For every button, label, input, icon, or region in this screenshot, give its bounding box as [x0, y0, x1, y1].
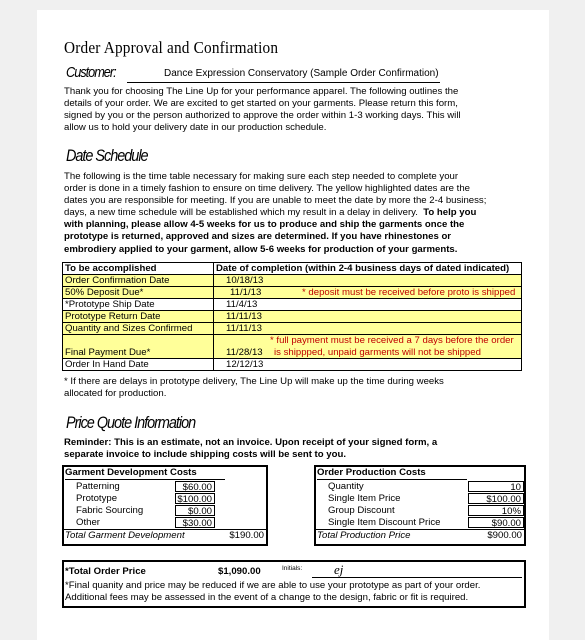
date-schedule-heading: Date Schedule: [66, 146, 148, 165]
reminder-line: separate invoice to include shipping costs will be sent to you.: [64, 449, 347, 461]
order-prod-row: [316, 505, 524, 517]
schedule-bold-text: embrodiery applied to your garment, allow 5-6 weeks for production of your garments.: [64, 243, 458, 255]
schedule-date-cell: [214, 287, 522, 299]
total-order-box: [62, 560, 526, 608]
order-prod-row: [316, 481, 524, 493]
total-note: Additional fees may be assessed in the event of a change to the design, fabric or fit is required.: [65, 592, 469, 603]
schedule-line: dates you are responsible for meeting. If you are unable to meet the date by more the 2-4 business;: [64, 195, 487, 207]
garment-dev-header-row: [64, 467, 266, 479]
schedule-task: *Prototype Ship Date: [63, 299, 214, 311]
price-quote-heading: Price Quote Information: [66, 413, 196, 432]
initials-line: [312, 577, 522, 578]
intro-paragraph: [64, 86, 524, 134]
customer-underline: [127, 82, 440, 83]
garment-dev-value: $100.00: [175, 493, 215, 504]
order-prod-value: $90.00: [468, 517, 524, 528]
garment-dev-value: $60.00: [175, 481, 215, 492]
order-prod-label: Single Item Price: [328, 493, 401, 504]
footnote-line: allocated for production.: [64, 388, 167, 400]
schedule-date: 11/28/13: [226, 346, 263, 358]
schedule-task: Quantity and Sizes Confirmed: [63, 323, 214, 335]
schedule-row: [63, 275, 522, 287]
garment-dev-label: Fabric Sourcing: [76, 505, 144, 516]
order-prod-value: 10: [468, 481, 524, 492]
order-prod-total-row: [316, 529, 524, 542]
schedule-row: [63, 287, 522, 299]
customer-label: Customer:: [66, 64, 116, 81]
schedule-date: 11/11/13: [214, 311, 522, 323]
intro-line: signed by you or the person authorized to approve the order within 1-3 working days. This will: [64, 110, 461, 122]
total-note-row: [64, 580, 524, 592]
garment-dev-total-value: $190.00: [229, 530, 264, 541]
order-prod-value: 10%: [468, 505, 524, 516]
reminder-line: Reminder: This is an estimate, not an invoice. Upon receipt of your signed form, a: [64, 437, 438, 448]
schedule-line: The following is the time table necessary for making sure each step needed to complete your: [64, 171, 459, 182]
garment-dev-value: $30.00: [175, 517, 215, 528]
schedule-bold-line: [64, 231, 524, 243]
schedule-row: [63, 323, 522, 335]
garment-dev-header: Garment Development Costs: [65, 467, 225, 480]
order-prod-row: [316, 517, 524, 529]
garment-dev-row: [64, 481, 266, 493]
garment-dev-label: Other: [76, 517, 100, 528]
garment-dev-total-row: [64, 529, 266, 542]
total-order-row: [64, 562, 524, 578]
garment-dev-value: $0.00: [175, 505, 215, 516]
schedule-date-cell: [214, 335, 522, 359]
order-prod-total-label: Total Production Price: [317, 530, 411, 541]
order-prod-value: $100.00: [468, 493, 524, 504]
schedule-date: 11/11/13: [214, 323, 522, 335]
garment-development-box: [62, 465, 268, 546]
schedule-line: order is done in a timely fashion to ensure on time delivery. The yellow highlighted dates are the: [64, 183, 471, 195]
schedule-bold-tail: To help you: [423, 207, 477, 219]
intro-line: details of your order. We are excited to get started on your garments. Please return this form,: [64, 98, 458, 110]
schedule-row: [63, 299, 522, 311]
schedule-footnote: [64, 376, 524, 400]
schedule-task: Order Confirmation Date: [63, 275, 214, 287]
total-order-value: $1,090.00: [218, 566, 261, 577]
schedule-task: Order In Hand Date: [63, 359, 214, 371]
schedule-task: 50% Deposit Due*: [63, 287, 214, 299]
total-note: *Final quanity and price may be reduced if we are able to use your prototype as part of your order.: [65, 580, 481, 591]
schedule-date: 10/18/13: [214, 275, 522, 287]
customer-name: Dance Expression Conservatory (Sample Order Confirmation): [164, 68, 439, 79]
garment-dev-row: [64, 517, 266, 529]
total-order-label: *Total Order Price: [65, 566, 146, 577]
order-prod-header: Order Production Costs: [317, 467, 467, 480]
garment-dev-row: [64, 505, 266, 517]
initials-label: Initials:: [282, 565, 303, 572]
schedule-row: [63, 335, 522, 359]
schedule-note: is shippped, unpaid garments will not be shipped: [274, 346, 481, 358]
order-prod-label: Single Item Discount Price: [328, 517, 441, 528]
schedule-task: Final Payment Due*: [63, 335, 214, 359]
order-prod-row: [316, 493, 524, 505]
schedule-header-date: Date of completion (within 2-4 business days of dated indicated): [214, 263, 522, 275]
garment-dev-total-label: Total Garment Development: [65, 530, 185, 541]
date-schedule-paragraph: [64, 171, 524, 256]
garment-dev-label: Patterning: [76, 481, 120, 492]
intro-line: Thank you for choosing The Line Up for your performance apparel. The following outlines the: [64, 86, 459, 97]
schedule-bold-line: [64, 244, 524, 256]
schedule-table: [62, 262, 522, 371]
footnote-line: * If there are delays in prototype delivery, The Line Up will make up the time during weeks: [64, 376, 444, 387]
schedule-date: 11/4/13: [214, 299, 522, 311]
schedule-note: * full payment must be received a 7 days before the order: [270, 335, 514, 346]
schedule-date: 11/1/13: [230, 287, 262, 298]
schedule-header-task: To be accomplished: [63, 263, 214, 275]
schedule-task: Prototype Return Date: [63, 311, 214, 323]
intro-line: allow us to hold your delivery date in our production schedule.: [64, 122, 327, 134]
schedule-row: [63, 311, 522, 323]
schedule-line-text: days, a new time schedule will be established which my result in a delay in delivery.: [64, 207, 418, 219]
garment-dev-label: Prototype: [76, 493, 118, 504]
schedule-note: * deposit must be received before proto is shipped: [302, 287, 516, 298]
schedule-date: 12/12/13: [214, 359, 522, 371]
total-note-row: [64, 592, 524, 604]
initials-signature: ej: [334, 562, 344, 577]
order-prod-total-value: $900.00: [487, 530, 522, 541]
page-title: Order Approval and Confirmation: [64, 38, 279, 57]
garment-dev-row: [64, 493, 266, 505]
schedule-row: [63, 359, 522, 371]
schedule-header-row: [63, 263, 522, 275]
schedule-bold-line: [64, 219, 524, 231]
schedule-bold-text: prototype is returned, approved and sizes are determined. If you have rhinestones or: [64, 231, 452, 243]
reminder-paragraph: [64, 437, 524, 461]
order-production-box: [314, 465, 526, 546]
order-prod-label: Quantity: [328, 481, 364, 492]
order-prod-header-row: [316, 467, 524, 479]
order-prod-label: Group Discount: [328, 505, 395, 516]
schedule-bold-text: with planning, please allow 4-5 weeks for us to produce and ship the garments once the: [64, 219, 465, 231]
schedule-line: [64, 207, 524, 219]
